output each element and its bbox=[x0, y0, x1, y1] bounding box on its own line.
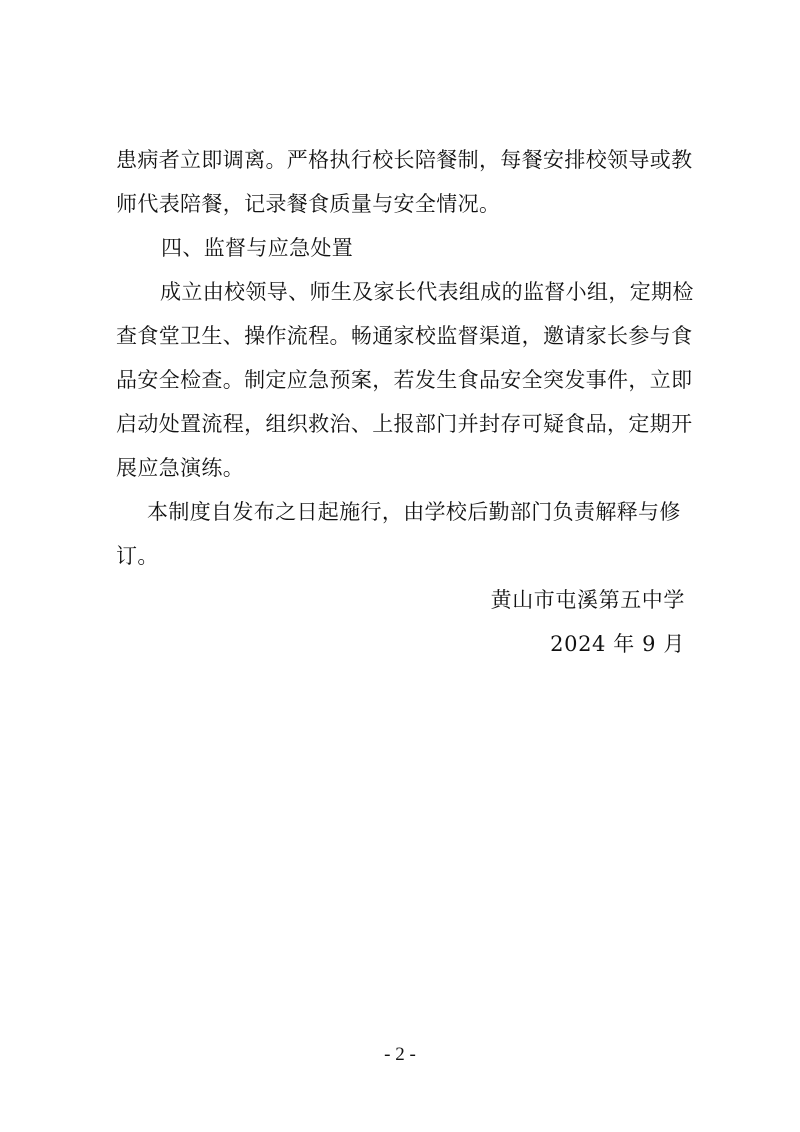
signature-organization: 黄山市屯溪第五中学 bbox=[490, 588, 685, 612]
paragraph-line: 订。 bbox=[116, 544, 159, 568]
section-heading: 四、监督与应急处置 bbox=[161, 236, 354, 260]
paragraph-line: 展应急演练。 bbox=[116, 456, 245, 480]
paragraph-line: 启动处置流程，组织救治、上报部门并封存可疑食品，定期开 bbox=[116, 412, 693, 436]
paragraph-line: 品安全检查。制定应急预案，若发生食品安全突发事件，立即 bbox=[116, 368, 693, 392]
page-number: - 2 - bbox=[384, 1044, 416, 1065]
paragraph-line: 患病者立即调离。严格执行校长陪餐制，每餐安排校领导或教 bbox=[116, 148, 693, 172]
signature-date: 2024 年 9 月 bbox=[550, 632, 685, 656]
paragraph-line: 师代表陪餐，记录餐食质量与安全情况。 bbox=[116, 192, 501, 216]
paragraph-line: 成立由校领导、师生及家长代表组成的监督小组，定期检 bbox=[160, 280, 694, 304]
paragraph-line: 查食堂卫生、操作流程。畅通家校监督渠道，邀请家长参与食 bbox=[116, 324, 693, 348]
paragraph-line: 本制度自发布之日起施行，由学校后勤部门负责解释与修 bbox=[147, 500, 681, 524]
